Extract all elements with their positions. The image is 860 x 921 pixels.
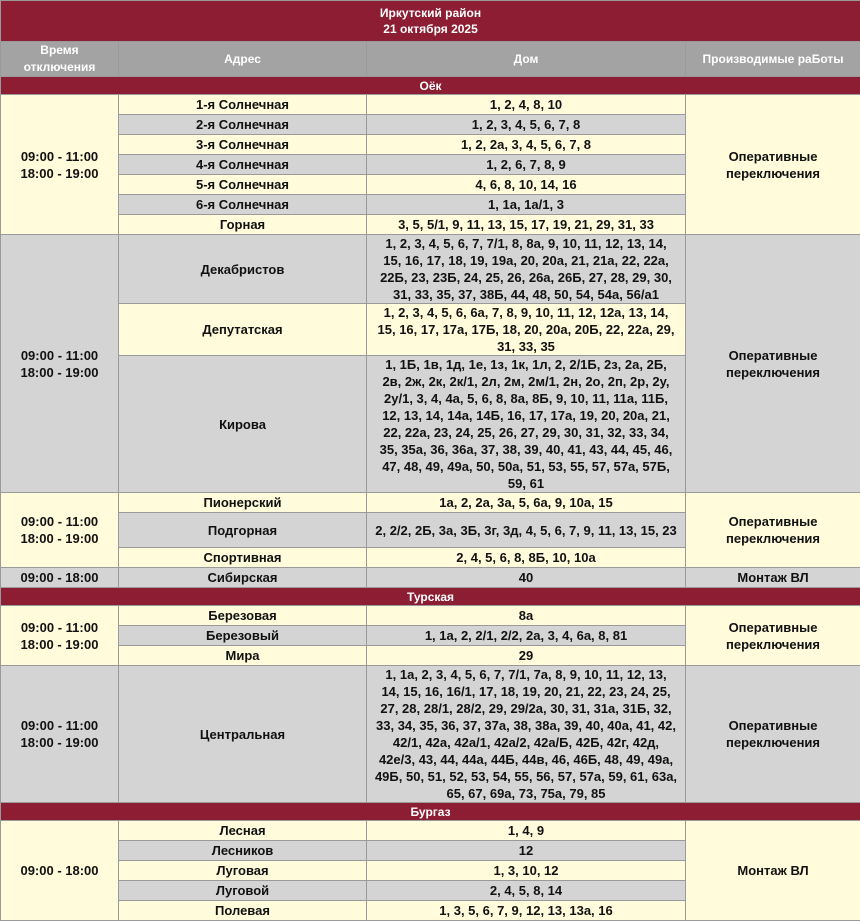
title-row bbox=[1, 1, 860, 42]
house-numbers bbox=[367, 356, 686, 493]
works-type bbox=[686, 235, 860, 493]
outage-time bbox=[1, 235, 119, 493]
house-numbers bbox=[367, 666, 686, 803]
house-line: 1, 2, 3, 4, 5, 6, 7, 8 bbox=[370, 116, 682, 133]
time-line: 18:00 - 19:00 bbox=[4, 636, 115, 653]
works-line: Монтаж ВЛ bbox=[689, 862, 857, 879]
works-line: Монтаж ВЛ bbox=[689, 569, 857, 586]
house-line: 2, 2/2, 2Б, 3а, 3Б, 3г, 3д, 4, 5, 6, 7, 9, 11, 13, 15, 23 bbox=[370, 522, 682, 539]
works-line: переключения bbox=[689, 165, 857, 182]
outage-time bbox=[1, 666, 119, 803]
house-numbers bbox=[367, 626, 686, 646]
house-numbers bbox=[367, 95, 686, 115]
schedule-body bbox=[1, 77, 860, 921]
house-numbers bbox=[367, 821, 686, 841]
section-row bbox=[1, 803, 860, 821]
street-name: Центральная bbox=[119, 666, 367, 803]
header-house: Дом bbox=[367, 42, 686, 77]
house-numbers bbox=[367, 195, 686, 215]
time-line: 18:00 - 19:00 bbox=[4, 165, 115, 182]
street-name: Луговой bbox=[119, 881, 367, 901]
works-line: Оперативные bbox=[689, 347, 857, 364]
house-numbers bbox=[367, 548, 686, 568]
time-line: 09:00 - 11:00 bbox=[4, 513, 115, 530]
street-name: Мира bbox=[119, 646, 367, 666]
table-row bbox=[1, 666, 860, 803]
district-title: Иркутский район bbox=[1, 5, 860, 21]
house-line: 1, 2, 3, 4, 5, 6, 6а, 7, 8, 9, 10, 11, 12, 12а, 13, 14, bbox=[370, 304, 682, 321]
works-type bbox=[686, 821, 860, 921]
works-line: переключения bbox=[689, 734, 857, 751]
outage-time bbox=[1, 568, 119, 588]
header-row bbox=[1, 42, 860, 77]
table-row bbox=[1, 606, 860, 626]
house-line: 1, 2, 6, 7, 8, 9 bbox=[370, 156, 682, 173]
works-line: переключения bbox=[689, 636, 857, 653]
house-line: 12, 13, 14, 14а, 14Б, 16, 17, 17а, 19, 20, 20а, 21, bbox=[370, 407, 682, 424]
table-row bbox=[1, 493, 860, 513]
house-line: 3, 5, 5/1, 9, 11, 13, 15, 17, 19, 21, 29, 31, 33 bbox=[370, 216, 682, 233]
works-type bbox=[686, 666, 860, 803]
street-name: Луговая bbox=[119, 861, 367, 881]
house-numbers bbox=[367, 175, 686, 195]
house-numbers bbox=[367, 304, 686, 356]
house-numbers bbox=[367, 235, 686, 304]
house-numbers bbox=[367, 606, 686, 626]
time-line: 09:00 - 18:00 bbox=[4, 569, 115, 586]
house-line: 35, 35а, 36, 36а, 37, 38, 39, 40, 41, 43, 44, 45, 46, bbox=[370, 441, 682, 458]
time-line: 09:00 - 11:00 bbox=[4, 717, 115, 734]
time-line: 18:00 - 19:00 bbox=[4, 734, 115, 751]
house-line: 2у/1, 3, 4, 4а, 5, 6, 8, 8а, 8Б, 9, 10, 11, 11а, 11Б, bbox=[370, 390, 682, 407]
works-line: переключения bbox=[689, 364, 857, 381]
house-line: 22Б, 23, 23Б, 24, 25, 26, 26а, 26Б, 27, 28, 29, 30, bbox=[370, 269, 682, 286]
works-type bbox=[686, 568, 860, 588]
house-line: 1, 3, 5, 6, 7, 9, 12, 13, 13а, 16 bbox=[370, 902, 682, 919]
house-line: 59, 61 bbox=[370, 475, 682, 492]
house-line: 31, 33, 35, 37, 38Б, 44, 48, 50, 54, 54а, 56/а1 bbox=[370, 286, 682, 303]
house-line: 2, 4, 5, 6, 8, 8Б, 10, 10а bbox=[370, 549, 682, 566]
house-line: 42/1, 42а, 42а/1, 42а/2, 42а/Б, 42Б, 42г, 42д, bbox=[370, 734, 682, 751]
street-name: Спортивная bbox=[119, 548, 367, 568]
house-line: 15, 16, 17, 18, 19, 19а, 20, 20а, 21, 21а, 22, 22а, bbox=[370, 252, 682, 269]
works-line: Оперативные bbox=[689, 513, 857, 530]
date-title: 21 октября 2025 bbox=[1, 21, 860, 37]
house-line: 29 bbox=[370, 647, 682, 664]
house-line: 1, 4, 9 bbox=[370, 822, 682, 839]
street-name: Подгорная bbox=[119, 513, 367, 548]
house-numbers bbox=[367, 215, 686, 235]
works-type bbox=[686, 606, 860, 666]
house-line: 12 bbox=[370, 842, 682, 859]
house-line: 31, 33, 35 bbox=[370, 338, 682, 355]
table-row bbox=[1, 568, 860, 588]
house-line: 4, 6, 8, 10, 14, 16 bbox=[370, 176, 682, 193]
street-name: Декабристов bbox=[119, 235, 367, 304]
house-line: 1, 1Б, 1в, 1д, 1е, 1з, 1к, 1л, 2, 2/1Б, 2з, 2а, 2Б, bbox=[370, 356, 682, 373]
time-line: 18:00 - 19:00 bbox=[4, 364, 115, 381]
street-name: Березовая bbox=[119, 606, 367, 626]
house-numbers bbox=[367, 493, 686, 513]
works-line: Оперативные bbox=[689, 619, 857, 636]
outage-time bbox=[1, 606, 119, 666]
street-name: Горная bbox=[119, 215, 367, 235]
street-name: Сибирская bbox=[119, 568, 367, 588]
house-line: 1, 1а, 2, 3, 4, 5, 6, 7, 7/1, 7а, 8, 9, 10, 11, 12, 13, bbox=[370, 666, 682, 683]
street-name: 4-я Солнечная bbox=[119, 155, 367, 175]
settlement-name: Оёк bbox=[1, 77, 860, 95]
house-numbers bbox=[367, 513, 686, 548]
house-numbers bbox=[367, 646, 686, 666]
house-numbers bbox=[367, 901, 686, 921]
header-works: Производимые раБоты bbox=[686, 42, 860, 77]
table-title bbox=[1, 1, 860, 42]
house-numbers bbox=[367, 841, 686, 861]
works-type bbox=[686, 95, 860, 235]
section-row bbox=[1, 588, 860, 606]
house-line: 65, 67, 69а, 73, 75а, 79, 85 bbox=[370, 785, 682, 802]
house-line: 40 bbox=[370, 569, 682, 586]
street-name: 1-я Солнечная bbox=[119, 95, 367, 115]
time-line: 18:00 - 19:00 bbox=[4, 530, 115, 547]
street-name: 2-я Солнечная bbox=[119, 115, 367, 135]
house-line: 2в, 2ж, 2к, 2к/1, 2л, 2м, 2м/1, 2н, 2о, 2п, 2р, 2у, bbox=[370, 373, 682, 390]
house-line: 1, 2, 4, 8, 10 bbox=[370, 96, 682, 113]
house-numbers bbox=[367, 881, 686, 901]
street-name: Пионерский bbox=[119, 493, 367, 513]
street-name: 6-я Солнечная bbox=[119, 195, 367, 215]
time-line: 09:00 - 11:00 bbox=[4, 347, 115, 364]
street-name: Березовый bbox=[119, 626, 367, 646]
settlement-name: Турская bbox=[1, 588, 860, 606]
works-line: переключения bbox=[689, 530, 857, 547]
street-name: Депутатская bbox=[119, 304, 367, 356]
house-numbers bbox=[367, 155, 686, 175]
street-name: Лесников bbox=[119, 841, 367, 861]
house-line: 8а bbox=[370, 607, 682, 624]
table-row bbox=[1, 235, 860, 304]
section-row bbox=[1, 77, 860, 95]
works-line: Оперативные bbox=[689, 148, 857, 165]
house-line: 1, 2, 2а, 3, 4, 5, 6, 7, 8 bbox=[370, 136, 682, 153]
time-line: 09:00 - 18:00 bbox=[4, 862, 115, 879]
table-row bbox=[1, 821, 860, 841]
outage-time bbox=[1, 95, 119, 235]
table-row bbox=[1, 95, 860, 115]
street-name: Полевая bbox=[119, 901, 367, 921]
works-type bbox=[686, 493, 860, 568]
house-line: 1, 3, 10, 12 bbox=[370, 862, 682, 879]
house-line: 27, 28, 28/1, 28/2, 29, 29/2а, 30, 31, 31а, 31Б, 32, bbox=[370, 700, 682, 717]
time-line: 09:00 - 11:00 bbox=[4, 619, 115, 636]
outage-time bbox=[1, 493, 119, 568]
house-line: 1а, 2, 2а, 3а, 5, 6а, 9, 10а, 15 bbox=[370, 494, 682, 511]
house-line: 49Б, 50, 51, 52, 53, 54, 55, 56, 57, 57а, 59, 61, 63а, bbox=[370, 768, 682, 785]
header-address: Адрес bbox=[119, 42, 367, 77]
header-time: Время отключения bbox=[1, 42, 119, 77]
house-line: 22, 22а, 23, 24, 25, 26, 27, 29, 30, 31, 32, 33, 34, bbox=[370, 424, 682, 441]
outage-time bbox=[1, 821, 119, 921]
house-line: 42е/3, 43, 44, 44а, 44Б, 44в, 46, 46Б, 48, 49, 49а, bbox=[370, 751, 682, 768]
house-line: 14, 15, 16, 16/1, 17, 18, 19, 20, 21, 22, 23, 24, 25, bbox=[370, 683, 682, 700]
house-line: 1, 1а, 2, 2/1, 2/2, 2а, 3, 4, 6а, 8, 81 bbox=[370, 627, 682, 644]
street-name: Лесная bbox=[119, 821, 367, 841]
street-name: 5-я Солнечная bbox=[119, 175, 367, 195]
house-numbers bbox=[367, 861, 686, 881]
street-name: 3-я Солнечная bbox=[119, 135, 367, 155]
street-name: Кирова bbox=[119, 356, 367, 493]
house-numbers bbox=[367, 135, 686, 155]
settlement-name: Бургаз bbox=[1, 803, 860, 821]
house-line: 47, 48, 49, 49а, 50, 50а, 51, 53, 55, 57, 57а, 57Б, bbox=[370, 458, 682, 475]
house-numbers bbox=[367, 115, 686, 135]
house-line: 1, 1а, 1а/1, 3 bbox=[370, 196, 682, 213]
works-line: Оперативные bbox=[689, 717, 857, 734]
house-line: 1, 2, 3, 4, 5, 6, 7, 7/1, 8, 8а, 9, 10, 11, 12, 13, 14, bbox=[370, 235, 682, 252]
house-line: 15, 16, 17, 17а, 17Б, 18, 20, 20а, 20Б, 22, 22а, 29, bbox=[370, 321, 682, 338]
time-line: 09:00 - 11:00 bbox=[4, 148, 115, 165]
house-line: 2, 4, 5, 8, 14 bbox=[370, 882, 682, 899]
house-numbers bbox=[367, 568, 686, 588]
house-line: 33, 34, 35, 36, 37, 37а, 38, 38а, 39, 40, 40а, 41, 42, bbox=[370, 717, 682, 734]
